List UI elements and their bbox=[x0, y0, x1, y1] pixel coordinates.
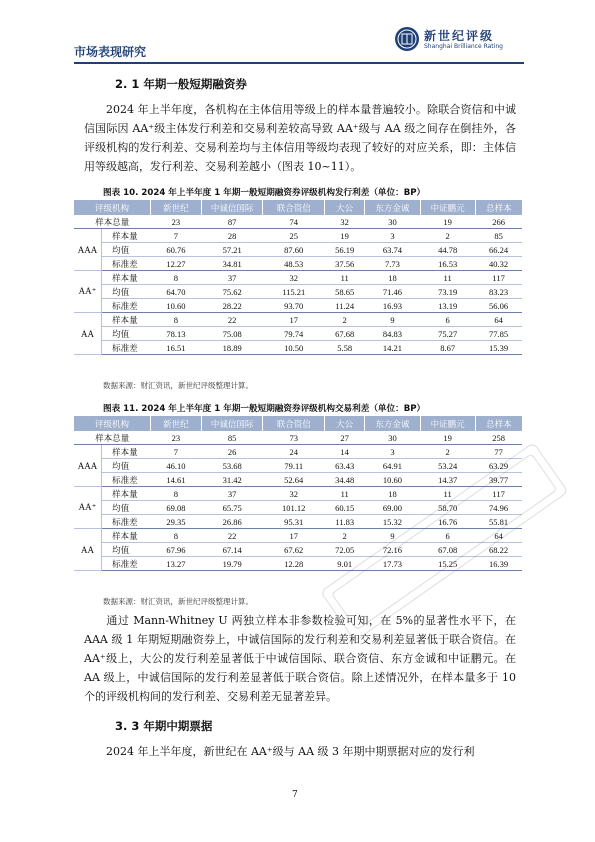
table-cell: 67.14 bbox=[201, 543, 263, 557]
table-cell: 64 bbox=[475, 529, 522, 543]
table-cell: 30 bbox=[365, 431, 420, 445]
table-cell: 16.51 bbox=[150, 341, 201, 355]
table-row-total bbox=[74, 215, 522, 229]
table-cell: 83.23 bbox=[475, 285, 522, 299]
table-cell: 75.62 bbox=[201, 285, 263, 299]
row-label: 样本量 bbox=[102, 313, 151, 327]
table-cell: 10.60 bbox=[150, 299, 201, 313]
table-cell: 19 bbox=[420, 215, 475, 229]
table-header-row bbox=[74, 200, 522, 215]
paragraph-intro: 2024 年上半年度，各机构在主体信用等级上的样本量普遍较小。除联合资信和中诚信国际因 AA⁺级主体发行利差和交易利差较高导致 AA⁺级与 AA 级之间存在倒挂外，各评级机构的发行利差、交易利差均与主体信用等级均表现了较好的对应关系，即：主体信用等级越高，发行利差、交易利差越小（图表 10~11）。 bbox=[84, 103, 516, 173]
table-cell: 10.60 bbox=[365, 473, 420, 487]
table-cell: 266 bbox=[475, 215, 522, 229]
table-cell: 67.68 bbox=[325, 327, 365, 341]
table-cell: 73 bbox=[263, 431, 325, 445]
row-label: 均值 bbox=[102, 459, 151, 473]
table-cell: 7 bbox=[150, 229, 201, 243]
grade-label: AAA bbox=[74, 229, 102, 271]
table-cell: 16.93 bbox=[365, 299, 420, 313]
table-cell: 79.74 bbox=[263, 327, 325, 341]
table-cell: 60.76 bbox=[150, 243, 201, 257]
table-cell: 101.12 bbox=[263, 501, 325, 515]
table-cell: 26 bbox=[201, 445, 263, 459]
table-row bbox=[74, 487, 522, 501]
table-cell: 74.96 bbox=[475, 501, 522, 515]
table-row bbox=[74, 515, 522, 529]
table-cell: 68.22 bbox=[475, 543, 522, 557]
column-header: 东方金诚 bbox=[365, 200, 420, 215]
table-cell: 95.31 bbox=[263, 515, 325, 529]
table-cell: 53.68 bbox=[201, 459, 263, 473]
table-cell: 115.21 bbox=[263, 285, 325, 299]
column-header: 新世纪 bbox=[150, 200, 201, 215]
row-label: 标准差 bbox=[102, 341, 151, 355]
column-header: 新世纪 bbox=[150, 416, 201, 431]
table-cell: 16.53 bbox=[420, 257, 475, 271]
table-cell: 9 bbox=[365, 313, 420, 327]
table-cell: 66.24 bbox=[475, 243, 522, 257]
table-cell: 72.05 bbox=[325, 543, 365, 557]
table-cell: 18.89 bbox=[201, 341, 263, 355]
grade-label: AA bbox=[74, 313, 102, 355]
table-issue-spread bbox=[74, 200, 522, 355]
table-cell: 8.67 bbox=[420, 341, 475, 355]
table-cell: 26.86 bbox=[201, 515, 263, 529]
table-cell: 11.83 bbox=[325, 515, 365, 529]
table-trading-spread bbox=[74, 416, 522, 571]
table-cell: 37 bbox=[201, 271, 263, 285]
section-heading-2: 2. 1 年期一般短期融资券 bbox=[115, 77, 247, 91]
table-cell: 14 bbox=[325, 445, 365, 459]
table-row bbox=[74, 473, 522, 487]
row-label: 均值 bbox=[102, 243, 151, 257]
table-cell: 65.75 bbox=[201, 501, 263, 515]
table-cell: 13.27 bbox=[150, 557, 201, 571]
table-cell: 39.77 bbox=[475, 473, 522, 487]
table-row bbox=[74, 445, 522, 459]
table-cell: 13.19 bbox=[420, 299, 475, 313]
table-cell: 28 bbox=[201, 229, 263, 243]
table-cell: 8 bbox=[150, 313, 201, 327]
table-cell: 12.27 bbox=[150, 257, 201, 271]
table-cell: 11.24 bbox=[325, 299, 365, 313]
table-cell: 77 bbox=[475, 445, 522, 459]
table-row-total bbox=[74, 431, 522, 445]
table-cell: 9 bbox=[365, 529, 420, 543]
table-cell: 32 bbox=[263, 271, 325, 285]
table-row bbox=[74, 529, 522, 543]
column-header: 中证鹏元 bbox=[420, 416, 475, 431]
table-row bbox=[74, 557, 522, 571]
column-header: 评级机构 bbox=[74, 416, 150, 431]
table-cell: 11 bbox=[325, 487, 365, 501]
table-cell: 58.65 bbox=[325, 285, 365, 299]
table-cell: 57.21 bbox=[201, 243, 263, 257]
table-cell: 5.58 bbox=[325, 341, 365, 355]
table-cell: 44.78 bbox=[420, 243, 475, 257]
row-label: 样本量 bbox=[102, 445, 151, 459]
grade-label: AA⁺ bbox=[74, 487, 102, 529]
table-cell: 34.81 bbox=[201, 257, 263, 271]
table-cell: 67.08 bbox=[420, 543, 475, 557]
table-cell: 30 bbox=[365, 215, 420, 229]
table-row bbox=[74, 299, 522, 313]
table-row bbox=[74, 229, 522, 243]
table-cell: 93.70 bbox=[263, 299, 325, 313]
table-cell: 14.21 bbox=[365, 341, 420, 355]
table-cell: 74 bbox=[263, 215, 325, 229]
table-cell: 117 bbox=[475, 271, 522, 285]
row-label: 标准差 bbox=[102, 515, 151, 529]
table-cell: 11 bbox=[420, 487, 475, 501]
table-cell: 17.73 bbox=[365, 557, 420, 571]
table-cell: 3 bbox=[365, 445, 420, 459]
table-cell: 17 bbox=[263, 313, 325, 327]
table-cell: 53.24 bbox=[420, 459, 475, 473]
row-label: 样本量 bbox=[102, 229, 151, 243]
table-cell: 27 bbox=[325, 431, 365, 445]
row-label: 均值 bbox=[102, 543, 151, 557]
table-cell: 72.16 bbox=[365, 543, 420, 557]
row-label: 均值 bbox=[102, 327, 151, 341]
column-header: 总样本 bbox=[475, 200, 522, 215]
table-cell: 6 bbox=[420, 313, 475, 327]
table-cell: 29.35 bbox=[150, 515, 201, 529]
table-cell: 15.39 bbox=[475, 341, 522, 355]
paragraph-test-results: 通过 Mann-Whitney U 两独立样本非参数检验可知，在 5%的显著性水平下，在 AAA 级 1 年期短期融资券上，中诚信国际的发行利差和交易利差显著低于联合资信。在 AA⁺级上，大公的发行利差显著低于中诚信国际、联合资信、东方金诚和中证鹏元。在 AA 级上，中诚信国际的发行利差显著低于联合资信。除上述情况外，在样本量多于 10 个的评级机构间的发行利差、交易利差无显著差异。 bbox=[84, 614, 516, 703]
table-cell: 34.48 bbox=[325, 473, 365, 487]
table-cell: 10.50 bbox=[263, 341, 325, 355]
table-cell: 40.32 bbox=[475, 257, 522, 271]
table-row bbox=[74, 327, 522, 341]
page-number: 7 bbox=[292, 790, 298, 800]
table-cell: 18 bbox=[365, 487, 420, 501]
table-cell: 23 bbox=[150, 431, 201, 445]
table-cell: 67.62 bbox=[263, 543, 325, 557]
table-cell: 63.43 bbox=[325, 459, 365, 473]
row-label: 样本量 bbox=[102, 271, 151, 285]
column-header: 大公 bbox=[325, 200, 365, 215]
table-cell: 87.60 bbox=[263, 243, 325, 257]
table-cell: 11 bbox=[325, 271, 365, 285]
table-cell: 7 bbox=[150, 445, 201, 459]
table-cell: 48.53 bbox=[263, 257, 325, 271]
table-cell: 37 bbox=[201, 487, 263, 501]
table-cell: 6 bbox=[420, 529, 475, 543]
table-cell: 69.08 bbox=[150, 501, 201, 515]
row-label: 标准差 bbox=[102, 299, 151, 313]
column-header: 中诚信国际 bbox=[201, 200, 263, 215]
table-cell: 117 bbox=[475, 487, 522, 501]
table-cell: 17 bbox=[263, 529, 325, 543]
table-cell: 8 bbox=[150, 487, 201, 501]
table-cell: 7.73 bbox=[365, 257, 420, 271]
grade-label: AA⁺ bbox=[74, 271, 102, 313]
table-cell: 8 bbox=[150, 271, 201, 285]
table-cell: 63.29 bbox=[475, 459, 522, 473]
table-cell: 14.37 bbox=[420, 473, 475, 487]
column-header: 大公 bbox=[325, 416, 365, 431]
table-cell: 2 bbox=[420, 445, 475, 459]
row-label: 标准差 bbox=[102, 257, 151, 271]
table-cell: 3 bbox=[365, 229, 420, 243]
table-cell: 60.15 bbox=[325, 501, 365, 515]
row-label: 均值 bbox=[102, 501, 151, 515]
table-row bbox=[74, 243, 522, 257]
table-cell: 28.22 bbox=[201, 299, 263, 313]
table-cell: 19 bbox=[420, 431, 475, 445]
table-cell: 15.32 bbox=[365, 515, 420, 529]
row-label: 标准差 bbox=[102, 557, 151, 571]
table-cell: 84.83 bbox=[365, 327, 420, 341]
table-cell: 77.85 bbox=[475, 327, 522, 341]
table-row bbox=[74, 271, 522, 285]
table-cell: 22 bbox=[201, 313, 263, 327]
table-cell: 56.06 bbox=[475, 299, 522, 313]
table-cell: 56.19 bbox=[325, 243, 365, 257]
column-header: 东方金诚 bbox=[365, 416, 420, 431]
logo-english: Shanghai Brilliance Rating bbox=[424, 43, 503, 50]
table-cell: 12.28 bbox=[263, 557, 325, 571]
table-cell: 73.19 bbox=[420, 285, 475, 299]
table-cell: 46.10 bbox=[150, 459, 201, 473]
column-header: 中证鹏元 bbox=[420, 200, 475, 215]
table-cell: 32 bbox=[325, 215, 365, 229]
row-label: 标准差 bbox=[102, 473, 151, 487]
header-divider bbox=[74, 62, 524, 64]
table-cell: 71.46 bbox=[365, 285, 420, 299]
table-row bbox=[74, 257, 522, 271]
table11-source: 数据来源：财汇资讯，新世纪评级整理计算。 bbox=[103, 597, 253, 606]
row-label: 样本总量 bbox=[74, 215, 150, 229]
table-cell: 15.25 bbox=[420, 557, 475, 571]
row-label: 样本量 bbox=[102, 487, 151, 501]
table-cell: 75.08 bbox=[201, 327, 263, 341]
table-cell: 79.11 bbox=[263, 459, 325, 473]
table-cell: 75.27 bbox=[420, 327, 475, 341]
table-cell: 55.81 bbox=[475, 515, 522, 529]
column-header: 总样本 bbox=[475, 416, 522, 431]
table-row bbox=[74, 285, 522, 299]
table-cell: 23 bbox=[150, 215, 201, 229]
table-cell: 19 bbox=[325, 229, 365, 243]
table-cell: 258 bbox=[475, 431, 522, 445]
table-cell: 87 bbox=[201, 215, 263, 229]
table-cell: 14.61 bbox=[150, 473, 201, 487]
table-cell: 2 bbox=[325, 313, 365, 327]
table10-caption: 图表 10. 2024 年上半年度 1 年期一般短期融资券评级机构发行利差（单位：BP） bbox=[103, 188, 426, 198]
table-cell: 2 bbox=[420, 229, 475, 243]
paragraph-section3: 2024 年上半年度，新世纪在 AA⁺级与 AA 级 3 年期中期票据对应的发行利 bbox=[106, 745, 475, 758]
column-header: 评级机构 bbox=[74, 200, 150, 215]
table-cell: 31.42 bbox=[201, 473, 263, 487]
row-label: 样本量 bbox=[102, 529, 151, 543]
table-cell: 25 bbox=[263, 229, 325, 243]
table11-caption: 图表 11. 2024 年上半年度 1 年期一般短期融资券评级机构交易利差（单位：BP） bbox=[103, 404, 426, 414]
table-row bbox=[74, 459, 522, 473]
table-header-row bbox=[74, 416, 522, 431]
section-heading-3: 3. 3 年期中期票据 bbox=[115, 719, 213, 733]
table-cell: 9.01 bbox=[325, 557, 365, 571]
table-row bbox=[74, 341, 522, 355]
section-title: 市场表现研究 bbox=[74, 45, 147, 59]
table-cell: 52.64 bbox=[263, 473, 325, 487]
table-cell: 85 bbox=[201, 431, 263, 445]
table-cell: 11 bbox=[420, 271, 475, 285]
table-cell: 67.96 bbox=[150, 543, 201, 557]
logo-chinese: 新世纪评级 bbox=[424, 29, 495, 43]
table-row bbox=[74, 313, 522, 327]
table-row bbox=[74, 543, 522, 557]
column-header: 中诚信国际 bbox=[201, 416, 263, 431]
page-header bbox=[74, 22, 524, 62]
table-cell: 16.76 bbox=[420, 515, 475, 529]
table-cell: 8 bbox=[150, 529, 201, 543]
column-header: 联合资信 bbox=[263, 416, 325, 431]
table-cell: 16.39 bbox=[475, 557, 522, 571]
table-cell: 64.91 bbox=[365, 459, 420, 473]
table-cell: 64.70 bbox=[150, 285, 201, 299]
table-cell: 64 bbox=[475, 313, 522, 327]
logo bbox=[394, 26, 524, 56]
grade-label: AA bbox=[74, 529, 102, 571]
row-label: 样本总量 bbox=[74, 431, 150, 445]
table-cell: 22 bbox=[201, 529, 263, 543]
table-cell: 85 bbox=[475, 229, 522, 243]
brilliance-logo-icon bbox=[394, 26, 420, 52]
row-label: 均值 bbox=[102, 285, 151, 299]
table-cell: 18 bbox=[365, 271, 420, 285]
table-cell: 63.74 bbox=[365, 243, 420, 257]
column-header: 联合资信 bbox=[263, 200, 325, 215]
table-cell: 69.00 bbox=[365, 501, 420, 515]
table10-source: 数据来源：财汇资讯，新世纪评级整理计算。 bbox=[103, 381, 253, 390]
table-row bbox=[74, 501, 522, 515]
table-cell: 32 bbox=[263, 487, 325, 501]
table-cell: 19.79 bbox=[201, 557, 263, 571]
table-cell: 37.56 bbox=[325, 257, 365, 271]
table-cell: 78.13 bbox=[150, 327, 201, 341]
table-cell: 24 bbox=[263, 445, 325, 459]
table-cell: 2 bbox=[325, 529, 365, 543]
table-cell: 58.70 bbox=[420, 501, 475, 515]
grade-label: AAA bbox=[74, 445, 102, 487]
